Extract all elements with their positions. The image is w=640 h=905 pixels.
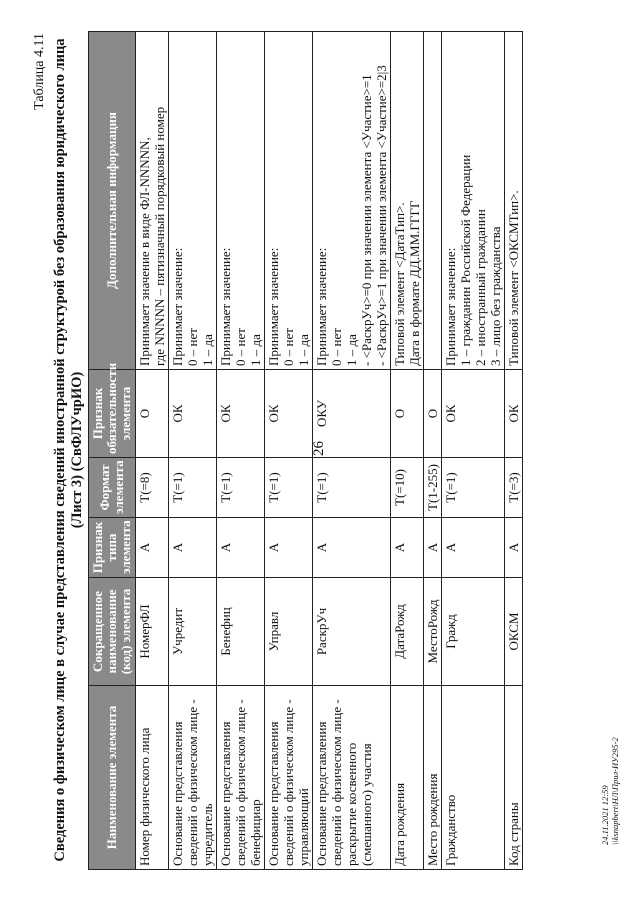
element-code-cell: НомерФЛ (136, 578, 169, 686)
element-type-cell: А (391, 518, 424, 578)
table-row (136, 32, 169, 870)
table-row (424, 32, 442, 870)
element-name-cell: Гражданство (442, 686, 505, 870)
element-name-cell: Место рождения (424, 686, 442, 870)
element-name-cell: Дата рождения (391, 686, 424, 870)
additional-info-cell (505, 32, 523, 370)
element-code-cell: Гражд (442, 578, 505, 686)
element-code-cell: Учредит (169, 578, 217, 686)
additional-info-cell (136, 32, 169, 370)
info-line: Дата в формате ДД.ММ.ГГГГ (407, 200, 422, 366)
element-format-cell: T(=1) (313, 458, 391, 518)
element-format-cell: T(1-255) (424, 458, 442, 518)
element-required-cell: ОКУ (313, 370, 391, 458)
column-header: Наименование элемента (89, 686, 136, 870)
elements-table (88, 31, 523, 870)
element-code-cell: ДатаРожд (391, 578, 424, 686)
element-format-cell: T(=3) (505, 458, 523, 518)
info-line: Принимает значение: (170, 247, 185, 366)
info-line: 0 – нет (329, 328, 344, 366)
info-line: - <РаскрУч>=0 при значении элемента <Участие>=1 (359, 74, 374, 366)
info-line: 1 – да (344, 334, 359, 366)
table-row (505, 32, 523, 870)
additional-info-cell (442, 32, 505, 370)
column-header: Сокращенное наименование (код) элемента (89, 578, 136, 686)
additional-info-cell (424, 32, 442, 370)
additional-info-cell (169, 32, 217, 370)
element-required-cell: ОК (505, 370, 523, 458)
footer-date: 24.11.2021 12:59 (600, 785, 610, 845)
info-line: 2 – иностранный гражданин (473, 209, 488, 366)
element-required-cell: ОК (265, 370, 313, 458)
element-required-cell: О (391, 370, 424, 458)
element-format-cell: T(=1) (169, 458, 217, 518)
column-header: Признак типа элемента (89, 518, 136, 578)
info-line: где NNNNN – пятизначный порядковый номер (152, 106, 167, 366)
element-format-cell: T(=10) (391, 458, 424, 518)
info-line: 1 – гражданин Российской Федерации (458, 154, 473, 366)
info-line: Принимает значение в виде ФЛ-NNNNN, (137, 137, 152, 366)
info-line: Принимает значение: (266, 247, 281, 366)
table-row (169, 32, 217, 870)
element-format-cell: T(=1) (442, 458, 505, 518)
info-line: 0 – нет (281, 328, 296, 366)
info-line: 1 – да (200, 334, 215, 366)
column-header: Дополнительная информация (89, 32, 136, 370)
element-name-cell: Основание представления сведений о физическом лице - раскрытие косвенного (смешанного) участия (313, 686, 391, 870)
table-label: Таблица 4.11 (32, 33, 47, 110)
element-required-cell: ОК (442, 370, 505, 458)
element-type-cell: А (505, 518, 523, 578)
element-format-cell: T(=1) (217, 458, 265, 518)
element-code-cell: РаскрУч (313, 578, 391, 686)
table-header-row (89, 32, 136, 870)
element-code-cell: Управл (265, 578, 313, 686)
element-type-cell: А (169, 518, 217, 578)
element-type-cell: А (217, 518, 265, 578)
info-line: Принимает значение: (218, 247, 233, 366)
table-row (391, 32, 424, 870)
page-number: 26 (311, 441, 327, 456)
footer-path: \\ksnapbert\НЛ\Прил-ИУ295-2 (610, 737, 620, 845)
table-body (136, 32, 523, 870)
column-header: Формат элемента (89, 458, 136, 518)
element-required-cell: ОК (217, 370, 265, 458)
element-type-cell: А (442, 518, 505, 578)
info-line: 1 – да (248, 334, 263, 366)
element-name-cell: Номер физического лица (136, 686, 169, 870)
info-line: Типовой элемент <ОКСМТип>. (506, 190, 521, 366)
element-code-cell: ОКСМ (505, 578, 523, 686)
table-row (313, 32, 391, 870)
element-name-cell: Основание представления сведений о физическом лице - учредитель (169, 686, 217, 870)
info-line: Принимает значение: (443, 247, 458, 366)
info-line: Типовой элемент <ДатаТип>. (392, 202, 407, 366)
element-name-cell: Основание представления сведений о физическом лице - управляющий (265, 686, 313, 870)
element-format-cell: T(=1) (265, 458, 313, 518)
info-line: 1 – да (296, 334, 311, 366)
element-format-cell: T(=8) (136, 458, 169, 518)
info-line: - <РаскрУч>=1 при значении элемента <Участие>=2|3 (374, 65, 389, 366)
additional-info-cell (391, 32, 424, 370)
additional-info-cell (217, 32, 265, 370)
additional-info-cell (313, 32, 391, 370)
element-type-cell: А (313, 518, 391, 578)
element-type-cell: А (265, 518, 313, 578)
element-required-cell: О (136, 370, 169, 458)
element-type-cell: А (424, 518, 442, 578)
table-row (217, 32, 265, 870)
footer-note (600, 737, 620, 845)
element-name-cell: Код страны (505, 686, 523, 870)
info-line: 0 – нет (233, 328, 248, 366)
info-line: Принимает значение: (314, 247, 329, 366)
element-code-cell: МестоРожд (424, 578, 442, 686)
element-code-cell: Бенефиц (217, 578, 265, 686)
element-name-cell: Основание представления сведений о физическом лице - бенефициар (217, 686, 265, 870)
table-title: Сведения о физическом лице в случае представления сведений иностранной структурой без образования юридического лица (Лист 3) (СвФЛУчрИО) (52, 38, 85, 862)
element-required-cell: О (424, 370, 442, 458)
table-row (265, 32, 313, 870)
additional-info-cell (265, 32, 313, 370)
info-line: 0 – нет (185, 328, 200, 366)
element-required-cell: ОК (169, 370, 217, 458)
table-row (442, 32, 505, 870)
info-line: 3 – лицо без гражданства (488, 226, 503, 366)
column-header: Признак обязательности элемента (89, 370, 136, 458)
element-type-cell: А (136, 518, 169, 578)
